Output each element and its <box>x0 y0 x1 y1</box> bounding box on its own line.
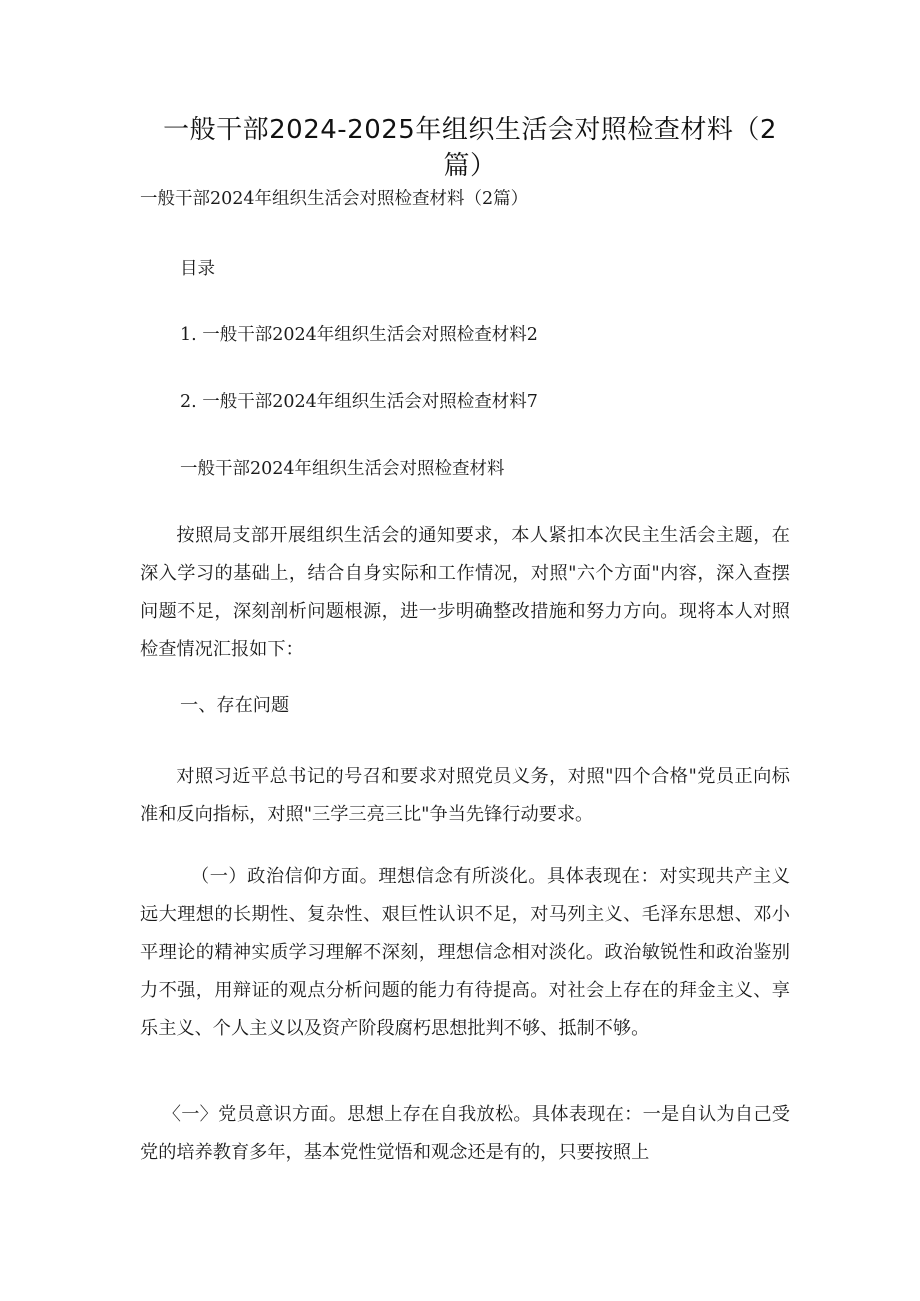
intro-paragraph: 按照局支部开展组织生活会的通知要求，本人紧扣本次民主生活会主题，在深入学习的基础上，结合自身实际和工作情况，对照"六个方面"内容，深入查摆问题不足，深刻剖析问题根源，进一步明确整改措施和努力方向。现将本人对照检查情况汇报如下： <box>140 525 790 660</box>
toc-item-2: 2. 一般干部2024年组织生活会对照检查材料7 <box>180 392 538 412</box>
party-awareness-paragraph: 〈一〉党员意识方面。思想上存在自我放松。具体表现在：一是自认为自己受党的培养教育多年，基本党性觉悟和观念还是有的，只要按照上 <box>140 1104 790 1163</box>
document-title: 一般干部2024-2025年组织生活会对照检查材料（2篇） <box>163 115 777 181</box>
heading-problems: 一、存在问题 <box>180 695 290 716</box>
political-belief-paragraph: （一）政治信仰方面。理想信念有所淡化。具体表现在：对实现共产主义远大理想的长期性、复杂性、艰巨性认识不足，对马列主义、毛泽东思想、邓小平理论的精神实质学习理解不深刻，理想信念相对淡化。政治敏锐性和政治鉴别力不强，用辩证的观点分析问题的能力有待提高。对社会上存在的拜金主义、享乐主义、个人主义以及资产阶段腐朽思想批判不够、抵制不够。 <box>140 866 790 1039</box>
document-subtitle: 一般干部2024年组织生活会对照检查材料（2篇） <box>140 189 529 209</box>
toc-heading: 目录 <box>180 259 215 279</box>
section-title: 一般干部2024年组织生活会对照检查材料 <box>180 459 505 479</box>
toc-item-1: 1. 一般干部2024年组织生活会对照检查材料2 <box>180 325 538 345</box>
standards-paragraph: 对照习近平总书记的号召和要求对照党员义务，对照"四个合格"党员正向标准和反向指标，对照"三学三亮三比"争当先锋行动要求。 <box>140 766 790 825</box>
